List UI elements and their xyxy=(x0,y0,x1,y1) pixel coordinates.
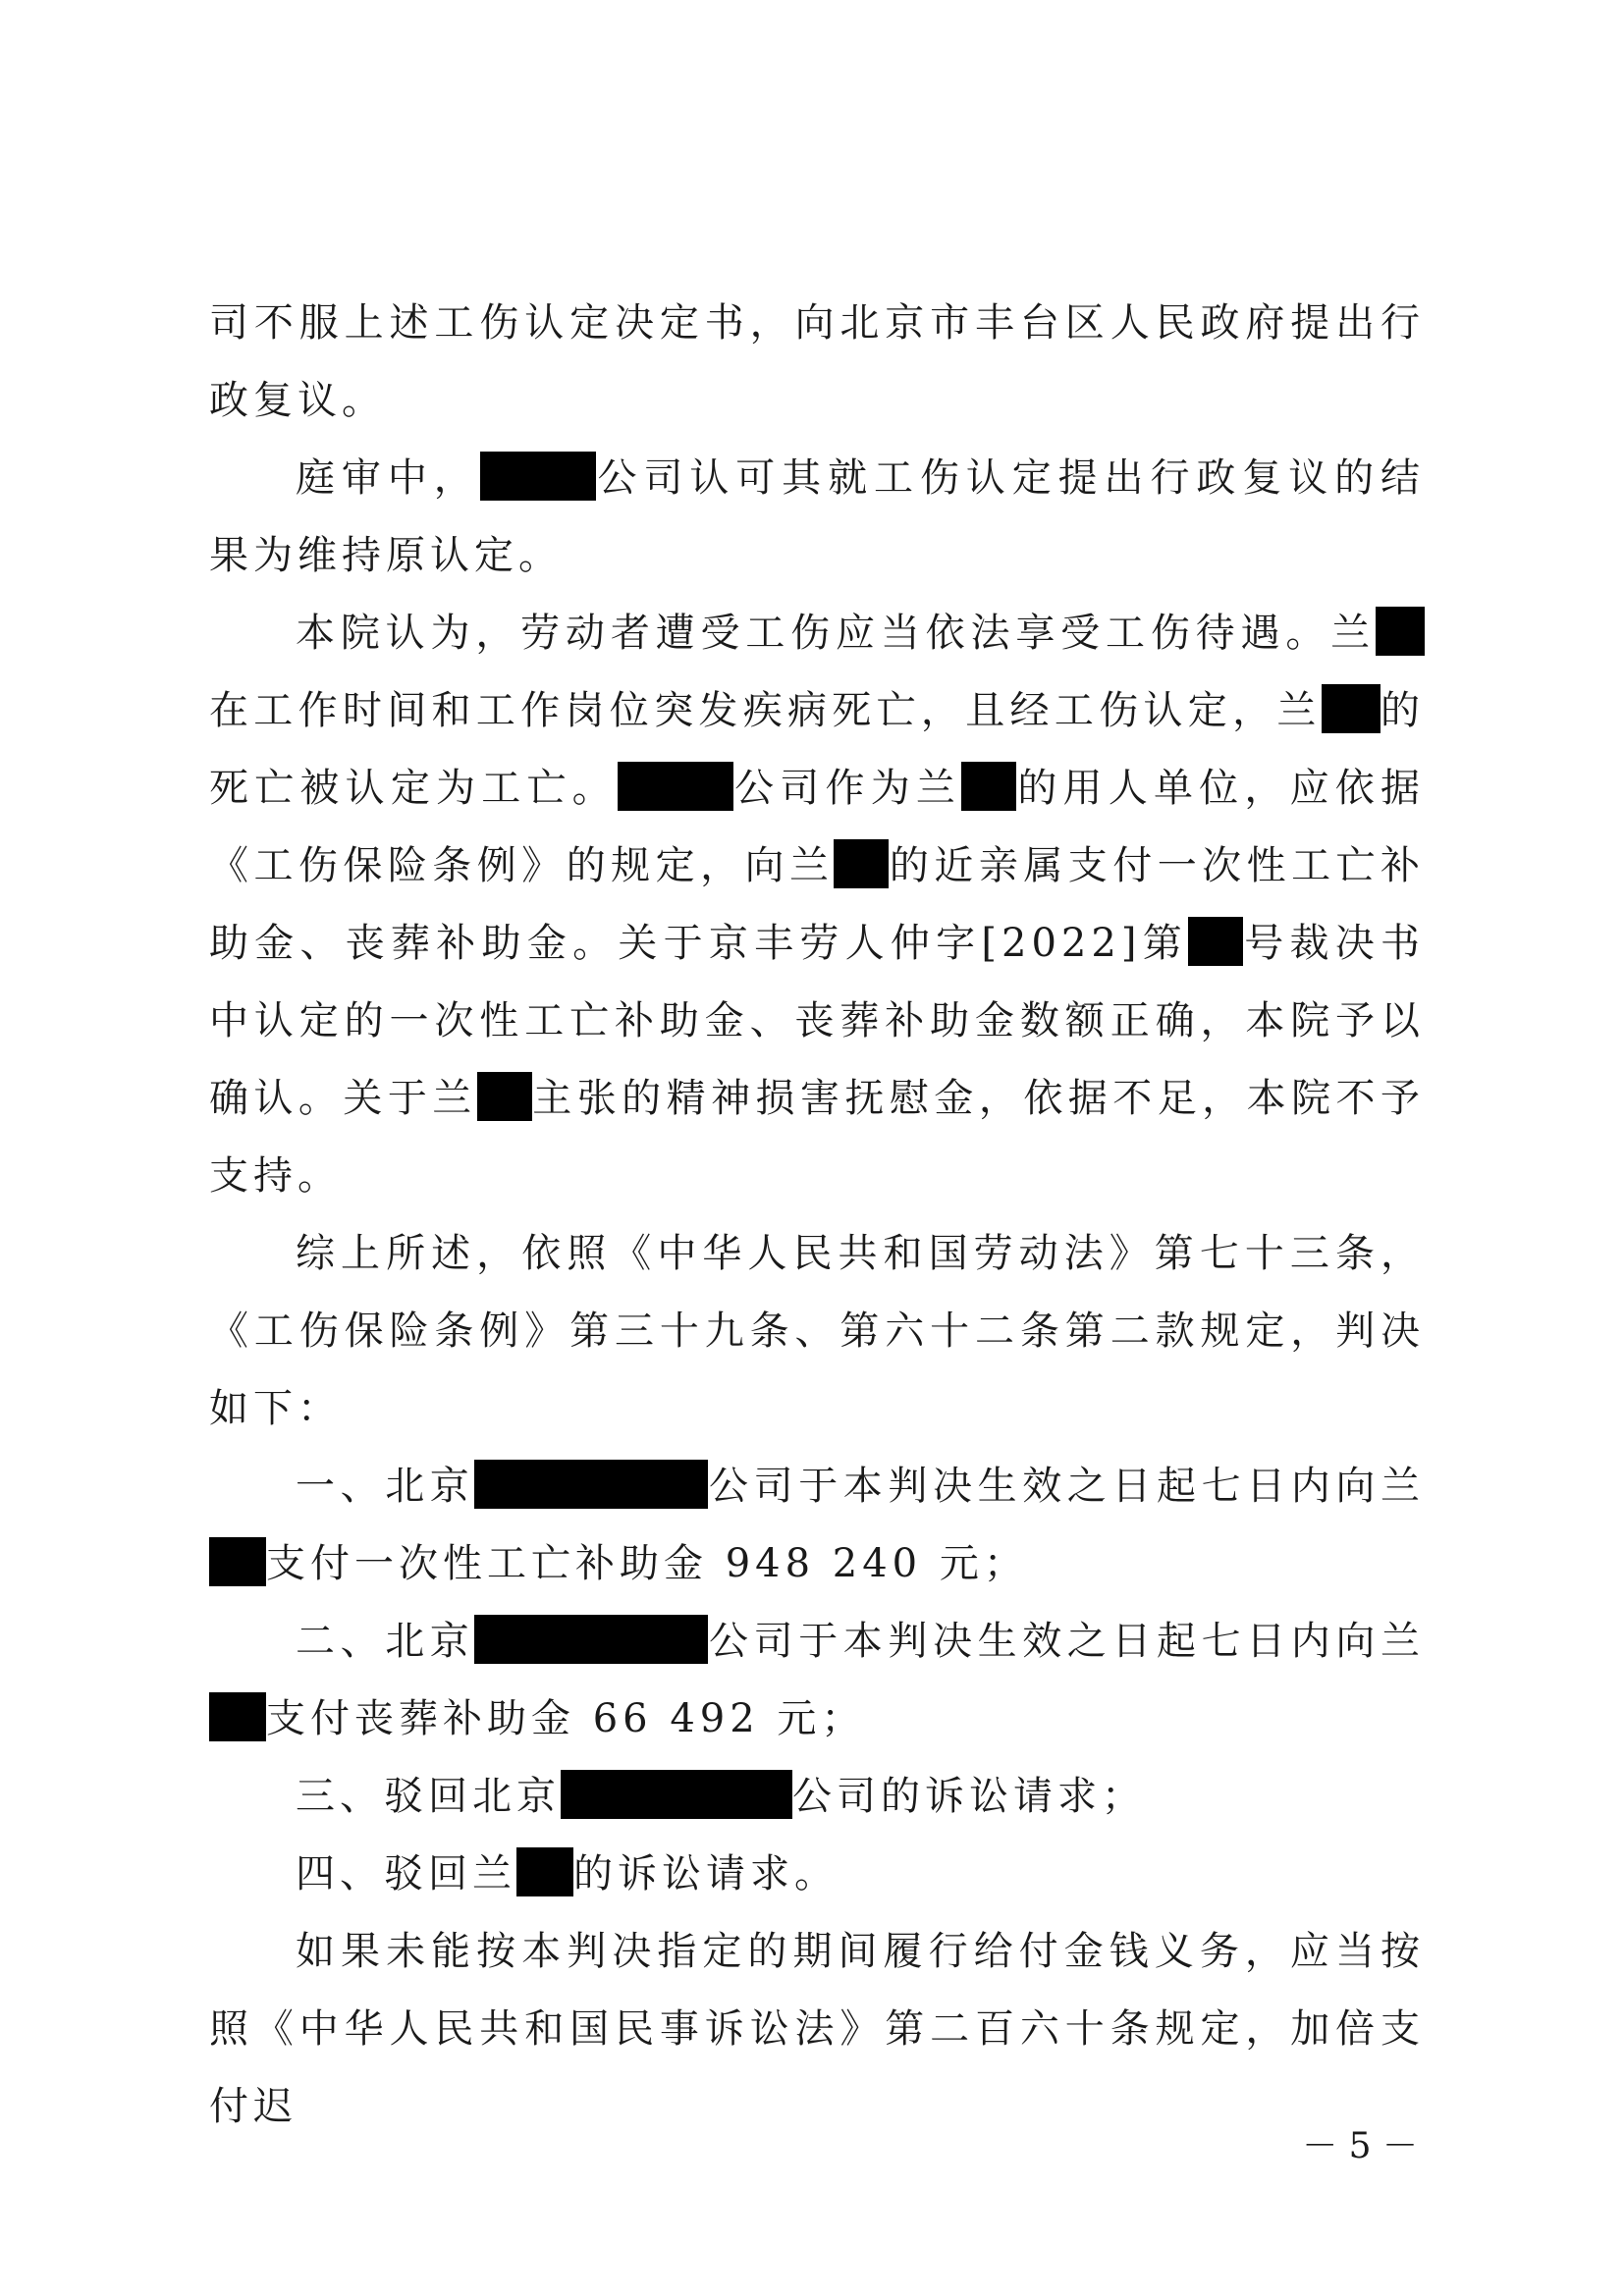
paragraph-text: 在工作时间和工作岗位突发疾病死亡，且经工伤认定，兰 xyxy=(209,688,1322,733)
paragraph-text: 的用人单位，应依据《工伤保险条例》的规定，向兰 xyxy=(209,766,1425,888)
redaction-block xyxy=(1188,917,1243,966)
paragraph-text: 综上所述，依照《中华人民共和国劳动法》第七十三条，《工伤保险条例》第三十九条、第六十二条第二款规定，判决如下： xyxy=(209,1231,1425,1431)
paragraph-text: 庭审中， xyxy=(296,455,480,501)
redaction-block xyxy=(480,452,596,501)
redaction-block xyxy=(561,1770,792,1819)
paragraph-2 xyxy=(209,440,1425,595)
paragraph-text: 公司作为兰 xyxy=(732,766,962,811)
paragraph-3 xyxy=(209,595,1425,1215)
paragraph-text: 主张的精神损害抚慰金，依据不足，本院不予支持。 xyxy=(209,1076,1426,1199)
redaction-block xyxy=(209,1537,266,1586)
redaction-block xyxy=(516,1847,573,1896)
paragraph-4 xyxy=(209,1215,1425,1448)
redaction-block xyxy=(209,1692,266,1741)
redaction-block xyxy=(961,762,1016,811)
paragraph-text: 公司的诉讼请求； xyxy=(792,1774,1146,1819)
paragraph-text: 一、北京 xyxy=(296,1464,475,1509)
document-body xyxy=(209,285,1425,2146)
paragraph-9 xyxy=(209,1913,1425,2146)
page-number: － 5 － xyxy=(1302,2126,1418,2166)
redaction-block xyxy=(477,1072,532,1121)
redaction-block xyxy=(1322,684,1380,733)
paragraph-text: 司不服上述工伤认定决定书，向北京市丰台区人民政府提出行政复议。 xyxy=(209,300,1425,423)
paragraph-text: 支付丧葬补助金 66 492 元； xyxy=(266,1696,866,1741)
redaction-block xyxy=(1376,607,1425,656)
paragraph-text: 二、北京 xyxy=(296,1619,475,1664)
paragraph-5 xyxy=(209,1448,1425,1603)
redaction-block xyxy=(474,1615,708,1664)
redaction-block xyxy=(618,762,733,811)
paragraph-text: 支付一次性工亡补助金 948 240 元； xyxy=(266,1541,1028,1586)
paragraph-text: 的死亡被认定为工亡。 xyxy=(209,688,1426,811)
paragraph-text: 本院认为，劳动者遭受工伤应当依法享受工伤待遇。兰 xyxy=(296,611,1376,656)
paragraph-6 xyxy=(209,1603,1425,1758)
redaction-block xyxy=(474,1460,708,1509)
paragraph-text: 号裁决书中认定的一次性工亡补助金、丧葬补助金数额正确，本院予以确认。关于兰 xyxy=(209,921,1425,1121)
paragraph-8 xyxy=(209,1836,1425,1913)
paragraph-text: 四、驳回兰 xyxy=(296,1851,516,1896)
redaction-block xyxy=(834,839,889,888)
paragraph-text: 公司于本判决生效之日起七日内向兰 xyxy=(708,1464,1426,1509)
paragraph-text: 的近亲属支付一次性工亡补助金、丧葬补助金。关于京丰劳人仲字[2022]第 xyxy=(209,843,1426,966)
paragraph-text: 公司于本判决生效之日起七日内向兰 xyxy=(708,1619,1426,1664)
paragraph-text: 公司认可其就工伤认定提出行政复议的结果为维持原认定。 xyxy=(209,455,1426,578)
paragraph-text: 三、驳回北京 xyxy=(296,1774,561,1819)
paragraph-text: 如果未能按本判决指定的期间履行给付金钱义务，应当按照《中华人民共和国民事诉讼法》第二百六十条规定，加倍支付迟 xyxy=(209,1929,1425,2129)
paragraph-7 xyxy=(209,1758,1425,1836)
paragraph-1 xyxy=(209,285,1425,440)
paragraph-text: 的诉讼请求。 xyxy=(573,1851,839,1896)
